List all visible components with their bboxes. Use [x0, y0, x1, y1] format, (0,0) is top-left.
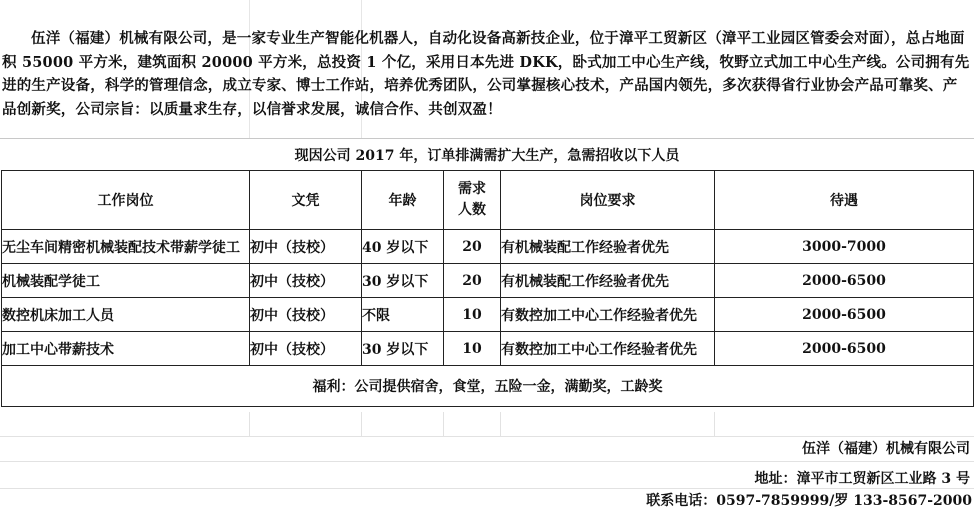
- header-age: 年龄: [362, 171, 444, 230]
- cell-age: 30 岁以下: [362, 332, 444, 366]
- header-position: 工作岗位: [2, 171, 250, 230]
- cell-requirement: 有数控加工中心工作经验者优先: [501, 332, 715, 366]
- table-row: [2, 298, 974, 332]
- jobs-table: [1, 170, 974, 407]
- cell-age: 不限: [362, 298, 444, 332]
- grid-line: [500, 412, 501, 436]
- cell-education: 初中（技校）: [250, 332, 362, 366]
- grid-line: [0, 461, 974, 462]
- cell-requirement: 有数控加工中心工作经验者优先: [501, 298, 715, 332]
- table-row: [2, 230, 974, 264]
- cell-education: 初中（技校）: [250, 264, 362, 298]
- footer-phone: 联系电话：0597-7859999/罗 133-8567-2000: [646, 493, 972, 509]
- grid-line: [443, 412, 444, 436]
- table-row: [2, 332, 974, 366]
- cell-salary: 2000-6500: [715, 264, 974, 298]
- intro-section: [0, 0, 974, 139]
- header-education: 文凭: [250, 171, 362, 230]
- cell-age: 30 岁以下: [362, 264, 444, 298]
- header-requirement: 岗位要求: [501, 171, 715, 230]
- cell-position: 无尘车间精密机械装配技术带薪学徒工: [2, 230, 250, 264]
- table-row: [2, 264, 974, 298]
- grid-line: [0, 436, 974, 437]
- welfare-text: 福利：公司提供宿舍，食堂，五险一金，满勤奖，工龄奖: [2, 366, 974, 407]
- cell-headcount: 20: [444, 264, 501, 298]
- cell-salary: 2000-6500: [715, 332, 974, 366]
- cell-salary: 2000-6500: [715, 298, 974, 332]
- cell-requirement: 有机械装配工作经验者优先: [501, 230, 715, 264]
- welfare-row: [2, 366, 974, 407]
- footer-address: 地址：漳平市工贸新区工业路 3 号: [754, 471, 970, 487]
- grid-line: [0, 488, 974, 489]
- cell-education: 初中（技校）: [250, 298, 362, 332]
- cell-headcount: 20: [444, 230, 501, 264]
- header-salary: 待遇: [715, 171, 974, 230]
- header-headcount: 需求人数: [444, 171, 501, 230]
- cell-salary: 3000-7000: [715, 230, 974, 264]
- cell-position: 数控机床加工人员: [2, 298, 250, 332]
- table-header-row: [2, 171, 974, 230]
- cell-requirement: 有机械装配工作经验者优先: [501, 264, 715, 298]
- cell-position: 加工中心带薪技术: [2, 332, 250, 366]
- footer-company: 伍洋（福建）机械有限公司: [802, 441, 970, 457]
- recruit-notice: 现因公司 2017 年，订单排满需扩大生产，急需招收以下人员: [294, 148, 680, 164]
- cell-headcount: 10: [444, 298, 501, 332]
- cell-age: 40 岁以下: [362, 230, 444, 264]
- grid-line: [361, 412, 362, 436]
- cell-position: 机械装配学徒工: [2, 264, 250, 298]
- cell-education: 初中（技校）: [250, 230, 362, 264]
- company-intro: 伍洋（福建）机械有限公司，是一家专业生产智能化机器人，自动化设备高新技企业，位于漳平工贸新区（漳平工业园区管委会对面），总占地面积 55000 平方米，建筑面积 20000 平方米，总投资 1 个亿，采用日本先进 DKK，卧式加工中心生产线，牧野立式加工中心生产线。公司拥有先进的生产设备，科学的管理信念，成立专家、博士工作站，培养优秀团队，公司掌握核心技术，产品国内领先，多次获得省行业协会产品可靠奖、产品创新奖，公司宗旨：以质量求生存，以信誉求发展，诚信合作、共创双盈！: [2, 30, 970, 118]
- cell-headcount: 10: [444, 332, 501, 366]
- grid-line: [714, 412, 715, 436]
- grid-line: [249, 412, 250, 436]
